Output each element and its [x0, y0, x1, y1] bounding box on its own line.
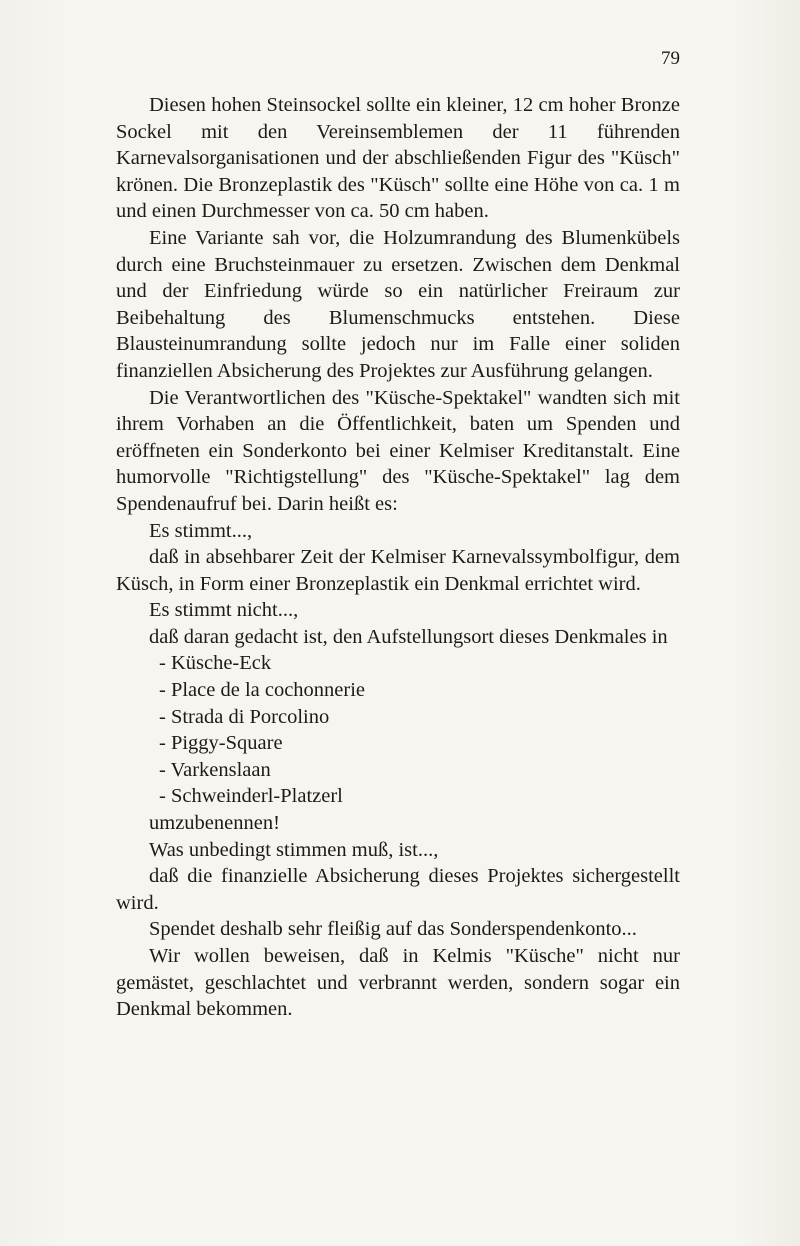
list-item: - Varkenslaan: [159, 758, 271, 781]
list-item: - Küsche-Eck: [159, 652, 272, 675]
quote-line-1: Es stimmt...,: [149, 519, 253, 542]
paragraph-2: Eine Variante sah vor, die Holzumrandung des Blumenkübels durch eine Bruchsteinmauer zu ersetzen. Zwischen dem Denkmal und der Einfriedung würde so ein natürlicher Freiraum zur Beibehaltung des Blumenschmucks entstehen. Diese Blausteinumrandung sollte jedoch nur im Falle einer soliden finanziellen Absicherung des Projektes zur Ausführung gelangen.: [116, 226, 680, 382]
list-item: - Strada di Porcolino: [159, 705, 330, 728]
paragraph-1: Diesen hohen Steinsockel sollte ein kleiner, 12 cm hoher Bronze Sockel mit den Vereinsemblemen der 11 führenden Karnevalsorganisationen und der abschließenden Figur des "Küsch" krönen. Die Bronzeplastik des "Küsch" sollte eine Höhe von ca. 1 m und einen Durchmesser von ca. 50 cm haben.: [116, 94, 680, 223]
list-item: - Piggy-Square: [159, 732, 283, 755]
quote-line-3: Was unbedingt stimmen muß, ist...,: [149, 838, 439, 861]
quote-line-5: Wir wollen beweisen, daß in Kelmis "Küsche" nicht nur gemästet, geschlachtet und verbrannt werden, sondern sogar ein Denkmal bekommen.: [116, 945, 680, 1021]
quote-line-4: Spendet deshalb sehr fleißig auf das Sonderspendenkonto...: [149, 918, 637, 941]
quote-line-2: Es stimmt nicht...,: [149, 599, 299, 622]
quote-after-list: umzubenennen!: [149, 812, 280, 835]
name-list: [116, 650, 680, 810]
paragraph-3: Die Verantwortlichen des "Küsche-Spektakel" wandten sich mit ihrem Vorhaben an die Öffentlichkeit, baten um Spenden und eröffneten ein Sonderkonto bei einer Kelmiser Kreditanstalt. Eine humorvolle "Richtigstellung" des "Küsche-Spektakel" lag dem Spendenaufruf bei. Darin heißt es:: [116, 386, 680, 515]
list-item: - Place de la cochonnerie: [159, 679, 366, 702]
quote-line-3-continuation: daß die finanzielle Absicherung dieses Projektes sichergestellt wird.: [116, 865, 680, 914]
list-item: - Schweinderl-Platzerl: [159, 785, 343, 808]
quote-line-2-continuation: daß daran gedacht ist, den Aufstellungsort dieses Denkmales in: [149, 625, 668, 648]
quote-line-1-continuation: daß in absehbarer Zeit der Kelmiser Karnevalssymbolfigur, dem Küsch, in Form einer Bronzeplastik ein Denkmal errichtet wird.: [116, 546, 680, 595]
page-number: 79: [661, 48, 680, 69]
body-text: [116, 92, 680, 1023]
